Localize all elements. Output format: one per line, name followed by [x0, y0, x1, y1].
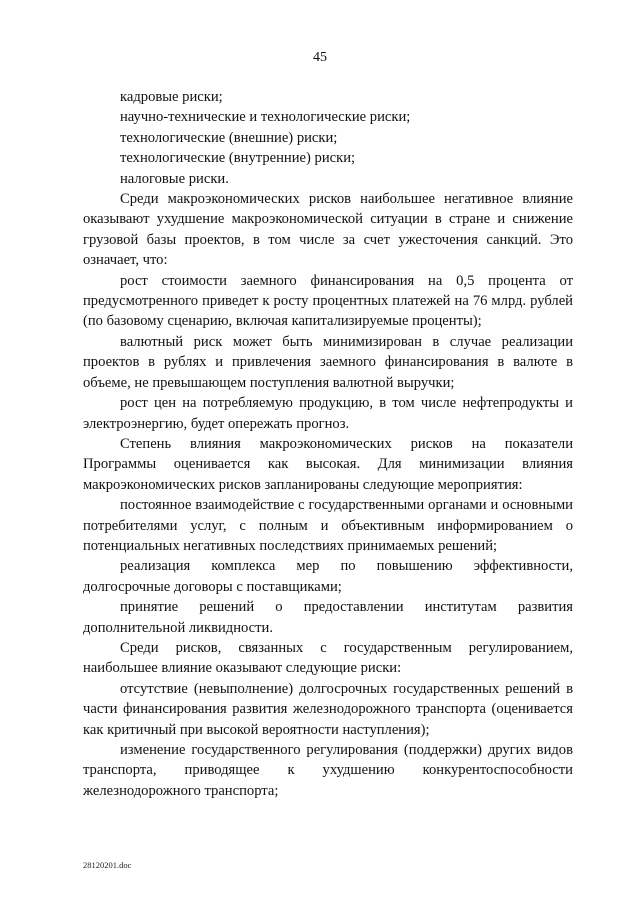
paragraph: реализация комплекса мер по повышению эффективности, долгосрочные договоры с поставщиками; [83, 558, 573, 595]
paragraph: изменение государственного регулирования (поддержки) других видов транспорта, приводящее к ухудшению конкурентоспособности железнодорожного транспорта; [83, 742, 573, 799]
paragraph: научно-технические и технологические риски; [120, 109, 411, 126]
paragraph: постоянное взаимодействие с государственными органами и основными потребителями услуг, с полным и объективным информированием о потенциальных негативных последствиях принимаемых решений; [83, 497, 573, 554]
paragraph: Степень влияния макроэкономических рисков на показатели Программы оценивается как высокая. Для минимизации влияния макроэкономических рисков запланированы следующие мероприятия: [83, 435, 573, 493]
footer-filename: 28120201.doc [83, 860, 132, 870]
paragraph: рост стоимости заемного финансирования на 0,5 процента от предусмотренного приведет к росту процентных платежей на 76 млрд. рублей (по базовому сценарию, включая капитализируемые проценты); [83, 272, 573, 330]
paragraph: технологические (внутренние) риски; [120, 150, 356, 167]
paragraph: рост цен на потребляемую продукцию, в том числе нефтепродукты и электроэнергию, будет опережать прогноз. [83, 395, 573, 432]
paragraph: налоговые риски. [120, 170, 229, 187]
paragraph: Среди макроэкономических рисков наибольшее негативное влияние оказывают ухудшение макроэкономической ситуации в стране и снижение грузовой базы проектов, в том числе за счет ужесточения санкций. Это означает, что: [83, 191, 573, 269]
paragraph: Среди рисков, связанных с государственным регулированием, наибольшее влияние оказывают следующие риски: [83, 639, 573, 677]
page-number: 45 [313, 50, 327, 65]
paragraph: принятие решений о предоставлении институтам развития дополнительной ликвидности. [83, 599, 573, 636]
paragraph: кадровые риски; [120, 89, 223, 105]
paragraph: технологические (внешние) риски; [120, 129, 338, 146]
paragraph: отсутствие (невыполнение) долгосрочных государственных решений в части финансирования развития железнодорожного транспорта (оценивается как критичный при высокой вероятности наступления); [83, 680, 573, 738]
paragraph: валютный риск может быть минимизирован в случае реализации проектов в рублях и привлечения заемного финансирования в валюте в объеме, не превышающем поступления валютной выручки; [83, 333, 573, 391]
document-body [83, 87, 573, 801]
